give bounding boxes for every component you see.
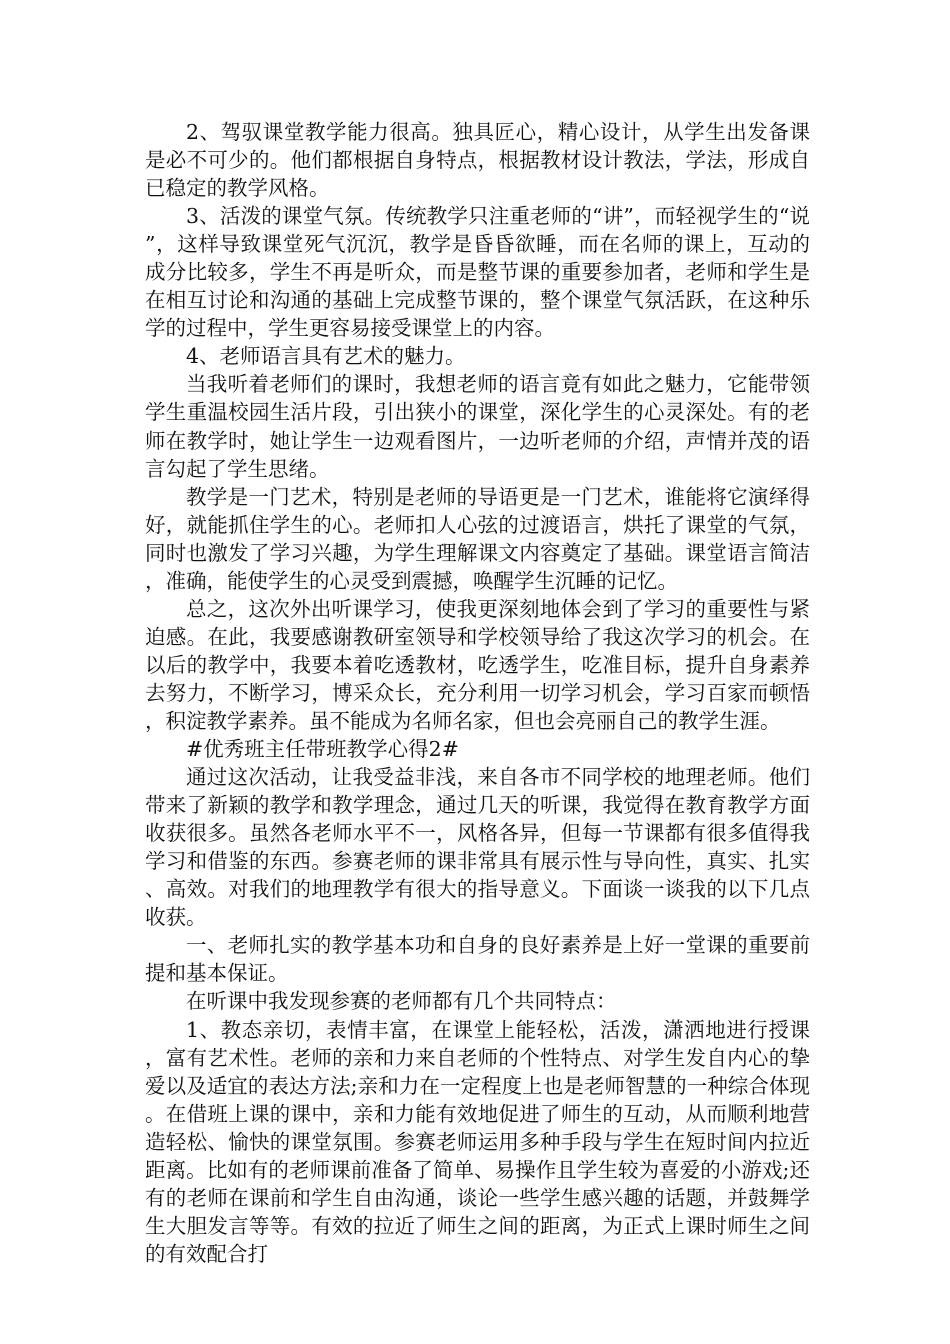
paragraph: 1、教态亲切，表情丰富，在课堂上能轻松，活泼，潇洒地进行授课，富有艺术性。老师的亲和力来自老师的个性特点、对学生发自内心的挚爱以及适宜的表达方法;亲和力在一定程度上也是老师智慧的一种综合体现。在借班上课的课中，亲和力能有效地促进了师生的互动，从而顺利地营造轻松、愉快的课堂氛围。参赛老师运用多种手段与学生在短时间内拉近距离。比如有的老师课前准备了简单、易操作且学生较为喜爱的小游戏;还有的老师在课前和学生自由沟通，谈论一些学生感兴趣的话题，并鼓舞学生大胆发言等等。有效的拉近了师生之间的距离，为正式上课时师生之间的有效配合打 bbox=[145, 1017, 810, 1266]
paragraph: 通过这次活动，让我受益非浅，来自各市不同学校的地理老师。他们带来了新颖的教学和教学理念，通过几天的听课，我觉得在教育教学方面收获很多。虽然各老师水平不一，风格各异，但每一节课都有很多值得我学习和借鉴的东西。参赛老师的课非常具有展示性与导向性，真实、扎实、高效。对我们的地理教学有很大的指导意义。下面谈一谈我的以下几点收获。 bbox=[145, 765, 810, 930]
paragraph: 当我听着老师们的课时，我想老师的语言竟有如此之魅力，它能带领学生重温校园生活片段，引出狭小的课堂，深化学生的心灵深处。有的老师在教学时，她让学生一边观看图片，一边听老师的介绍，声情并茂的语言勾起了学生思绪。 bbox=[145, 372, 810, 481]
section-heading: #优秀班主任带班教学心得2# bbox=[186, 737, 459, 762]
paragraph: 在听课中我发现参赛的老师都有几个共同特点： bbox=[186, 989, 617, 1014]
paragraph: 一、老师扎实的教学基本功和自身的良好素养是上好一堂课的重要前提和基本保证。 bbox=[145, 933, 810, 986]
paragraph: 4、老师语言具有艺术的魅力。 bbox=[186, 344, 466, 369]
paragraph: 教学是一门艺术，特别是老师的导语更是一门艺术，谁能将它演绎得好，就能抓住学生的心。老师扣人心弦的过渡语言，烘托了课堂的气氛，同时也激发了学习兴趣，为学生理解课文内容奠定了基础。课堂语言简洁，准确，能使学生的心灵受到震撼，唤醒学生沉睡的记忆。 bbox=[145, 484, 810, 593]
paragraph: 总之，这次外出听课学习，使我更深刻地体会到了学习的重要性与紧迫感。在此，我要感谢教研室领导和学校领导给了我这次学习的机会。在以后的教学中，我要本着吃透教材，吃透学生，吃准目标，提升自身素养去努力，不断学习，博采众长，充分利用一切学习机会，学习百家而顿悟，积淀教学素养。虽不能成为名师名家，但也会亮丽自己的教学生涯。 bbox=[145, 596, 810, 733]
paragraph: 2、驾驭课堂教学能力很高。独具匠心，精心设计，从学生出发备课是必不可少的。他们都根据自身特点，根据教材设计教法，学法，形成自已稳定的教学风格。 bbox=[145, 120, 810, 201]
paragraph: 3、活泼的课堂气氛。传统教学只注重老师的“讲”，而轻视学生的“说”，这样导致课堂死气沉沉，教学是昏昏欲睡，而在名师的课上，互动的成分比较多，学生不再是听众，而是整节课的重要参加者，老师和学生是在相互讨论和沟通的基础上完成整节课的，整个课堂气氛活跃，在这种乐学的过程中，学生更容易接受课堂上的内容。 bbox=[145, 204, 810, 341]
body-text bbox=[145, 118, 810, 1268]
